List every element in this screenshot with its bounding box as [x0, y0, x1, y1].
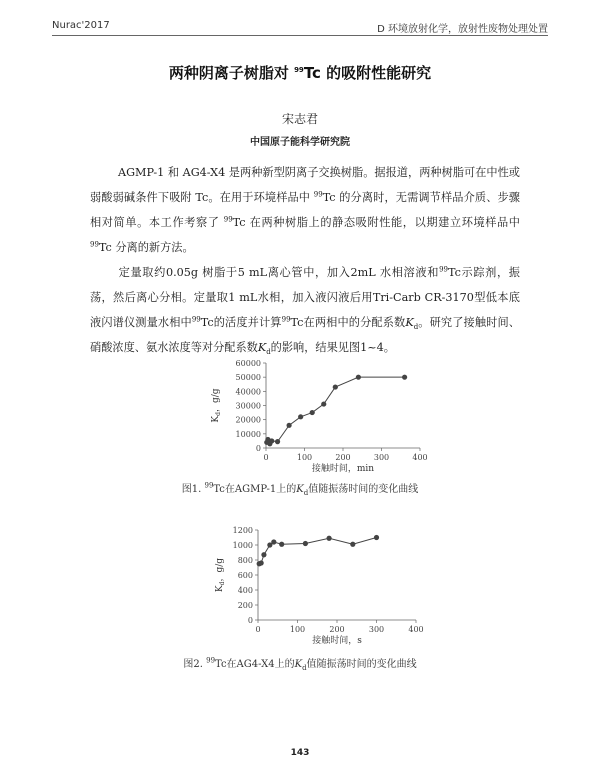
fig1-y-tick-label: 40000: [235, 387, 261, 397]
fig2-data-point: [327, 536, 332, 541]
figure-2-caption: 图2. $^{99}$Tc在AG4-X4上的$K_d$值随振荡时间的变化曲线: [183, 656, 417, 672]
fig2-y-tick-label: 1200: [232, 526, 253, 535]
running-header-right: D 环境放射化学，放射性废物处理处置: [377, 24, 548, 35]
fig1-y-tick-label: 60000: [235, 359, 261, 368]
fig1-y-tick-label: 20000: [235, 415, 261, 425]
fig1-y-tick-label: 50000: [235, 373, 261, 383]
fig2-data-point: [261, 552, 266, 557]
author: 宋志君: [281, 112, 318, 126]
fig1-x-tick-label: 100: [296, 453, 313, 462]
fig1-x-axis-label: 接触时间，min: [311, 464, 375, 474]
fig1-y-tick-label: 10000: [235, 429, 261, 439]
fig1-data-point: [298, 414, 303, 419]
fig2-y-tick-label: 400: [237, 586, 253, 595]
fig2-data-point: [279, 542, 284, 547]
fig2-x-tick-label: 0: [255, 625, 261, 634]
figure-1-svg: [200, 358, 428, 476]
figure-2-chart: [200, 522, 440, 656]
fig1-y-axis-label: $K_d$，g/g: [211, 388, 222, 423]
fig1-data-point: [333, 384, 338, 389]
fig2-data-point: [374, 535, 379, 540]
fig2-x-tick-label: 300: [368, 625, 385, 634]
fig1-x-tick-label: 300: [373, 453, 390, 462]
fig1-data-point: [402, 375, 407, 380]
fig2-x-tick-label: 100: [289, 625, 306, 634]
paragraph-1: AGMP-1 和 AG4-X4 是两种新型阴离子交换树脂。据报道，两种树脂可在中性或弱酸弱碱条件下吸附 Tc。在用于环境样品中 $^{99}$Tc 的分离时，无需调节样品介质、步骤相对简单。本工作考察了 $^{99}$Tc 在两种树脂上的静态吸附性能，以期建立环境样品中 $^{99}$Tc 分离的新方法。: [90, 166, 520, 254]
fig2-y-tick-label: 1000: [232, 541, 253, 550]
figure-2-svg: [200, 522, 440, 652]
fig1-data-point: [275, 439, 280, 444]
fig2-x-tick-label: 200: [329, 625, 345, 634]
fig2-x-tick-label: 400: [408, 625, 424, 634]
fig2-data-point: [259, 560, 264, 565]
figure-1-chart: [200, 358, 428, 480]
paper-title: 两种阴离子树脂对 $^{99}$Tc 的吸附性能研究: [168, 64, 432, 82]
fig2-series-line: [259, 538, 376, 564]
page-number: 143: [290, 748, 310, 758]
fig1-data-point: [310, 410, 315, 415]
fig1-x-tick-label: 400: [412, 453, 428, 462]
header-rule: [52, 35, 548, 36]
fig2-y-tick-label: 600: [237, 571, 253, 580]
fig2-data-point: [350, 542, 355, 547]
fig2-y-tick-label: 0: [247, 616, 253, 625]
fig1-y-tick-label: 30000: [235, 401, 261, 411]
fig2-data-point: [271, 539, 276, 544]
fig2-y-tick-label: 800: [237, 556, 253, 565]
fig1-x-tick-label: 200: [335, 453, 351, 462]
fig1-data-point: [269, 438, 274, 443]
fig2-x-axis-label: 接触时间，s: [312, 636, 362, 646]
fig2-y-axis-label: $K_d$，g/g: [215, 557, 226, 593]
fig1-data-point: [356, 375, 361, 380]
affiliation: 中国原子能科学研究院: [250, 137, 350, 148]
fig1-data-point: [287, 423, 292, 428]
figure-1-caption: 图1. $^{99}$Tc在AGMP-1上的$K_d$值随振荡时间的变化曲线: [181, 481, 419, 497]
paragraph-2: 定量取约0.05g 树脂于5 mL离心管中，加入2mL 水相溶液和$^{99}$Tc示踪剂，振荡，然后离心分相。定量取1 mL水相，加入液闪液后用Tri-Carb CR-3170型低本底液闪谱仪测量水相中$^{99}$Tc的活度并计算$^{99}$Tc在两相中的分配系数$K_d$。研究了接触时间、硝酸浓度、氨水浓度等对分配系数$K_d$的影响，结果见图1~4。: [90, 265, 520, 357]
running-header-left: Nurac'2017: [52, 20, 110, 31]
fig2-y-tick-label: 200: [237, 601, 253, 610]
fig1-data-point: [321, 401, 326, 406]
fig1-y-tick-label: 0: [255, 444, 261, 453]
fig2-data-point: [303, 541, 308, 546]
fig1-x-tick-label: 0: [263, 453, 269, 462]
